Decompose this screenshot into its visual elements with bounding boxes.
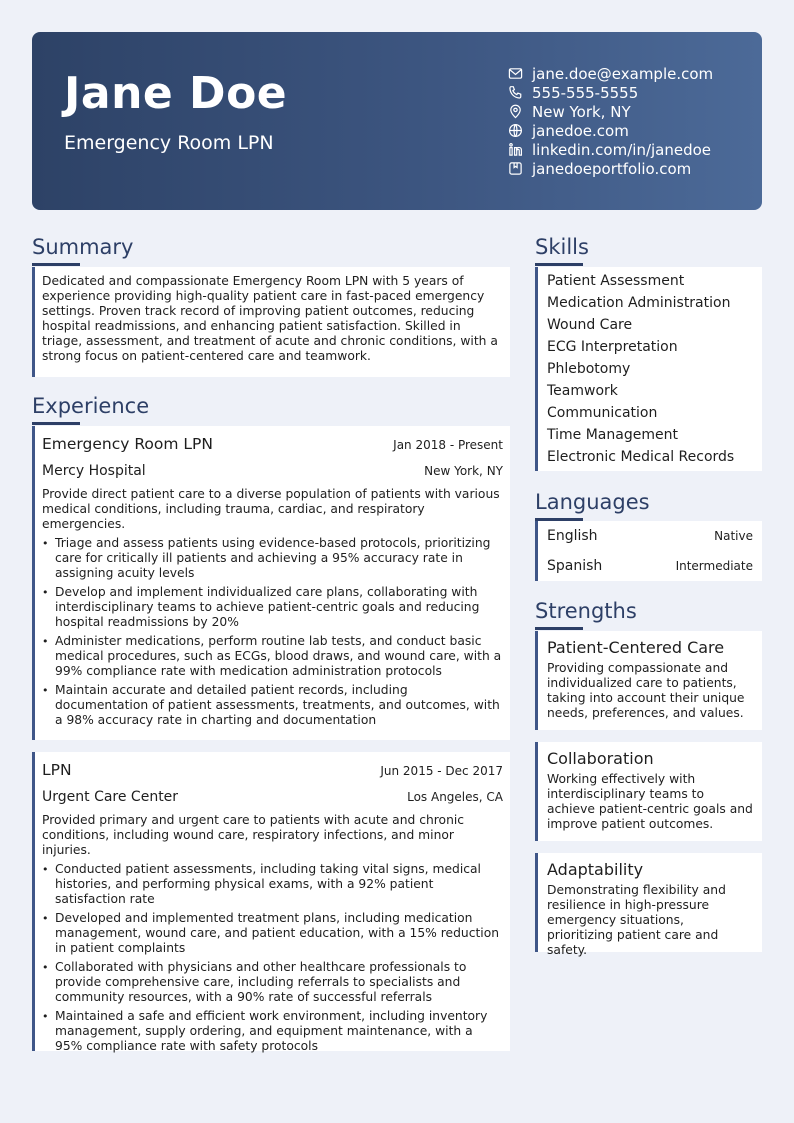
skill-item: Medication Administration <box>547 295 731 311</box>
strengths-heading: Strengths <box>535 599 637 623</box>
job-bullet: • Administer medications, perform routine lab tests, and conduct basic medical procedures, such as ECGs, blood draws, and wound care, with a 99% compliance rate with medication administration protocols <box>42 634 503 679</box>
strength-card <box>535 742 762 841</box>
strength-card <box>535 631 762 730</box>
strength-title: Collaboration <box>547 749 654 768</box>
job-entry <box>32 752 510 1051</box>
summary-heading: Summary <box>32 235 134 259</box>
job-company: Mercy Hospital <box>42 463 146 479</box>
language-entry <box>535 551 762 581</box>
skill-item: Time Management <box>547 427 678 443</box>
contact-location <box>508 102 713 121</box>
job-location: New York, NY <box>424 464 503 478</box>
candidate-title: Emergency Room LPN <box>64 132 274 154</box>
candidate-name: Jane Doe <box>64 68 288 119</box>
job-bullets <box>42 536 503 728</box>
job-bullet: • Collaborated with physicians and other healthcare professionals to provide comprehensive care, including referrals to specialists and community resources, with a 90% rate of successful referrals <box>42 960 503 1005</box>
strength-description: Working effectively with interdisciplinary teams to achieve patient-centric goals and improve patient outcomes. <box>547 772 753 831</box>
job-bullets <box>42 862 503 1054</box>
job-description: Provided primary and urgent care to patients with acute and chronic conditions, including wound care, respiratory infections, and minor injuries. <box>42 813 465 857</box>
job-bullet: • Maintain accurate and detailed patient records, including documentation of patient assessments, treatments, and outcomes, with a 98% accuracy rate in charting and documentation <box>42 683 503 728</box>
strength-description: Demonstrating flexibility and resilience in high-pressure emergency situations, prioritizing patient care and safety. <box>547 883 726 957</box>
strength-card <box>535 853 762 957</box>
linkedin-icon <box>508 142 523 157</box>
strength-title: Patient-Centered Care <box>547 638 725 657</box>
skill-item: Phlebotomy <box>547 361 631 377</box>
job-dates: Jun 2015 - Dec 2017 <box>380 764 503 778</box>
skill-item: Teamwork <box>547 383 618 399</box>
language-level: Native <box>714 529 753 543</box>
job-bullet: • Develop and implement individualized care plans, collaborating with interdisciplinary teams to achieve patient-centric goals and reducing hospital readmissions by 20% <box>42 585 503 630</box>
globe-icon <box>508 123 523 138</box>
contact-email-text: jane.doe@example.com <box>532 64 714 83</box>
strength-title: Adaptability <box>547 860 644 879</box>
contact-phone[interactable] <box>508 83 713 102</box>
contact-linkedin-text: linkedin.com/in/janedoe <box>532 140 712 159</box>
skill-item: Communication <box>547 405 658 421</box>
contact-list <box>508 64 713 178</box>
job-bullet: • Maintained a safe and efficient work environment, including inventory management, supply ordering, and equipment maintenance, with a 95% compliance rate with safety protocols <box>42 1009 503 1054</box>
skill-item: Electronic Medical Records <box>547 449 735 465</box>
skills-list <box>538 267 762 468</box>
contact-phone-text: 555-555-5555 <box>532 83 639 102</box>
contact-linkedin[interactable] <box>508 140 713 159</box>
contact-location-text: New York, NY <box>532 102 631 121</box>
contact-website-text: janedoe.com <box>532 121 629 140</box>
skills-card <box>535 267 762 471</box>
location-icon <box>508 104 523 119</box>
strength-description: Providing compassionate and individualized care to patients, taking into account their unique needs, preferences, and values. <box>547 661 745 720</box>
languages-heading: Languages <box>535 490 650 514</box>
language-level: Intermediate <box>675 559 753 573</box>
job-bullet: • Triage and assess patients using evidence-based protocols, prioritizing care for critically ill patients and achieving a 95% accuracy rate in assigning acuity levels <box>42 536 503 581</box>
language-name: English <box>547 528 598 544</box>
job-bullet: • Developed and implemented treatment plans, including medication management, wound care, and patient education, with a 15% reduction in patient complaints <box>42 911 503 956</box>
contact-email[interactable] <box>508 64 713 83</box>
summary-card <box>32 267 510 377</box>
skills-heading: Skills <box>535 235 589 259</box>
job-entry <box>32 426 510 740</box>
experience-heading: Experience <box>32 394 150 418</box>
contact-website[interactable] <box>508 121 713 140</box>
portfolio-icon <box>508 161 523 176</box>
mail-icon <box>508 66 523 81</box>
summary-text: Dedicated and compassionate Emergency Room LPN with 5 years of experience providing high-quality patient care in fast-paced emergency settings. Proven track record of improving patient outcomes, reducing hospital readmissions, and enhancing patient satisfaction. Skilled in triage, assessment, and treatment of acute and chronic conditions, with a strong focus on patient-centered care and teamwork. <box>42 274 498 363</box>
job-title: LPN <box>42 761 72 779</box>
contact-portfolio[interactable] <box>508 159 713 178</box>
skill-item: Patient Assessment <box>547 273 685 289</box>
language-entry <box>535 521 762 551</box>
job-description: Provide direct patient care to a diverse population of patients with various medical conditions, including trauma, cardiac, and respiratory emergencies. <box>42 487 500 531</box>
contact-portfolio-text: janedoeportfolio.com <box>532 159 692 178</box>
job-title: Emergency Room LPN <box>42 435 213 453</box>
job-company: Urgent Care Center <box>42 789 179 805</box>
job-dates: Jan 2018 - Present <box>393 438 503 452</box>
resume-header <box>32 32 762 210</box>
job-location: Los Angeles, CA <box>407 790 503 804</box>
job-bullet: • Conducted patient assessments, including taking vital signs, medical histories, and performing physical exams, with a 92% patient satisfaction rate <box>42 862 503 907</box>
phone-icon <box>508 85 523 100</box>
skill-item: Wound Care <box>547 317 633 333</box>
language-name: Spanish <box>547 558 603 574</box>
skill-item: ECG Interpretation <box>547 339 678 355</box>
